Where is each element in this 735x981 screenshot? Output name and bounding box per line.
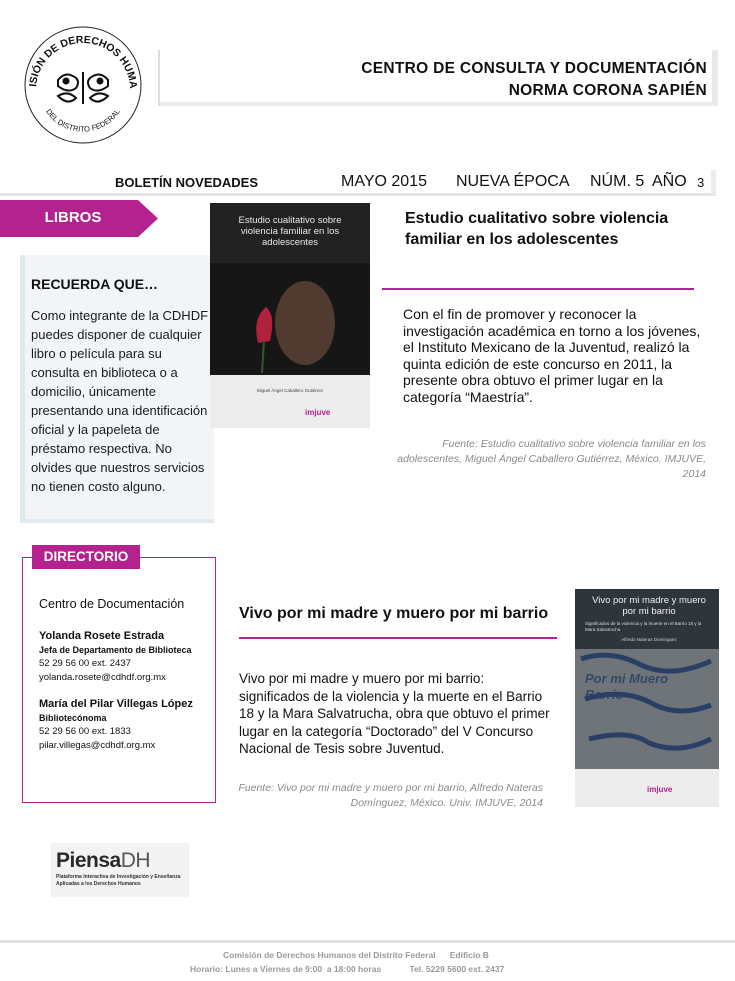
book2-body: Vivo por mi madre y muero por mi barrio: significados de la violencia y la muerte en el Barrio 18 y la Mara Salvatrucha, obra que obtuvo el primer lugar en la categoría “Doctorado” del V Concurso Nacional de Tesis sobre Juventud. (239, 671, 550, 756)
birds-emblem-icon (58, 72, 108, 104)
piensadh-logo-b: DH (120, 849, 151, 872)
person-phone: 52 29 56 00 ext. 2437 (39, 658, 131, 669)
book1-rule (382, 288, 694, 290)
footer-divider (0, 940, 735, 943)
person-email[interactable]: yolanda.rosete@cdhdf.org.mx (39, 671, 166, 683)
book1-cover-title: Estudio cualitativo sobre violencia familiar en los adolescentes (238, 215, 342, 248)
directorio-center: Centro de Documentación (39, 597, 185, 611)
book2-cover-brand: imjuve (647, 785, 673, 794)
book2-source: Fuente: Vivo por mi madre y muero por mi barrio, Alfredo Nateras Domínguez, México. Univ. IMJUVE, 2014 (238, 782, 543, 809)
center-title (361, 58, 707, 102)
cdhdf-logo (22, 24, 144, 146)
book1-source: Fuente: Estudio cualitativo sobre violencia familiar en los adolescentes, Miguel Ángel Caballero Gutiérrez, México. IMJUVE, 2014 (397, 438, 706, 480)
book2-cover-title: Vivo por mi madre y muero por mi barrio (592, 595, 706, 617)
person-role: Bibliotecónoma (39, 712, 107, 723)
directorio-person-1 (39, 630, 192, 684)
book2-cover[interactable] (575, 589, 719, 807)
person-role: Jefa de Departamento de Biblioteca (39, 644, 192, 655)
bulletin-number: NÚM. 5 (590, 173, 645, 190)
book1-cover[interactable] (210, 203, 370, 428)
rose-icon (256, 307, 272, 343)
logo-arc-text: ISIÓN DE DERECHOS HUMA (27, 33, 140, 90)
recuerda-title: RECUERDA QUE… (31, 276, 159, 292)
piensadh-subtitle: Plataforma Interactiva de Investigación y Enseñanza Aplicadas a los Derechos Humanos (56, 874, 181, 887)
center-title-line1: CENTRO DE CONSULTA Y DOCUMENTACIÓN (361, 60, 707, 77)
person-name: María del Pilar Villegas López (39, 698, 193, 710)
book2-cover-author: Alfredo Nateras Domínguez (621, 637, 677, 642)
piensadh-logo (56, 849, 150, 873)
book1-cover-brand: imjuve (305, 408, 331, 417)
person-phone: 52 29 56 00 ext. 1833 (39, 726, 131, 737)
person-name: Yolanda Rosete Estrada (39, 630, 165, 642)
book1-cover-author: Miguel Ángel Caballero Gutiérrez (256, 388, 324, 393)
book1-title: Estudio cualitativo sobre violencia familiar en los adolescentes (405, 210, 669, 248)
book2-title: Vivo por mi madre y muero por mi barrio (239, 605, 549, 622)
svg-text:COMISIÓN DE DERECHOS HUMANOS (22, 24, 139, 89)
book2-cover-subtitle: Significados de la violencia y la muerte en el Barrio 18 y la Mara Salvatrucha (585, 621, 702, 632)
book2-cover-graffiti: Por mi Muero Barrio (585, 671, 669, 702)
svg-text:DEL DISTRITO FEDERAL (44, 107, 122, 134)
footer-line1: Comisión de Derechos Humanos del Distrito Federal Edificio B (223, 950, 489, 960)
bulletin-label: BOLETÍN NOVEDADES (115, 175, 259, 190)
footer-line2: Horario: Lunes a Viernes de 9:00 a 18:00 horas Tel. 5229 5600 ext. 2437 (190, 964, 505, 974)
bulletin-year-label: AÑO (652, 173, 687, 190)
libros-label: LIBROS (44, 209, 102, 226)
bulletin-month: MAYO 2015 (341, 173, 427, 190)
book1-body: Con el fin de promover y reconocer la investigación académica en torno a los jóvenes, el Instituto Mexicano de la Juventud, realizó la quinta edición de este concurso en 2011, la presente obra obtuvo el primer lugar en la categoría “Maestría”. (403, 306, 701, 405)
bulletin-year-value: 3 (697, 175, 705, 190)
center-title-line2: NORMA CORONA SAPIÉN (508, 82, 707, 99)
directorio-tab: DIRECTORIO (32, 545, 140, 569)
directorio-person-2 (39, 698, 193, 752)
recuerda-body: Como integrante de la CDHDF puedes disponer de cualquier libro o película para su consulta en biblioteca o a domicilio, únicamente presentando una identificación oficial y la papeleta de préstamo respectiva. No olvides que nuestros servicios no tienen costo alguno. (31, 308, 209, 494)
book2-rule (239, 637, 557, 639)
header-divider (158, 50, 160, 106)
logo-bottom-text: DEL DISTRITO FEDERAL (44, 107, 122, 134)
piensadh-logo-a: Piensa (56, 849, 121, 872)
bulletin-epoca: NUEVA ÉPOCA (456, 173, 570, 190)
person-email[interactable]: pilar.villegas@cdhdf.org.mx (39, 739, 156, 751)
